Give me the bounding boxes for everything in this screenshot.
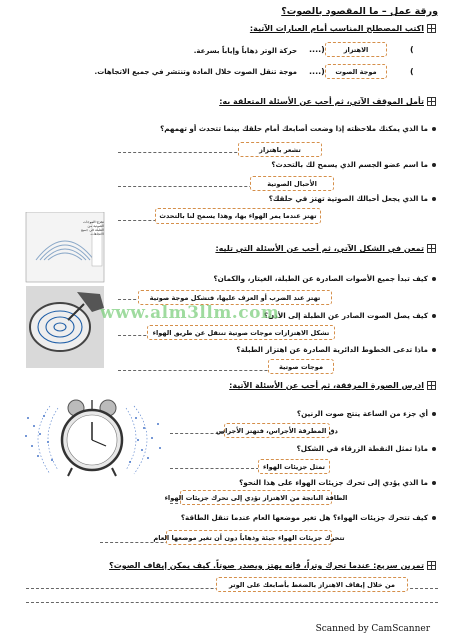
section5-answer: من خلال إيقاف الاهتزاز بالضغط بأصابعك على الوتر xyxy=(216,577,408,592)
section1-heading: اكتب المصطلح المناسب أمام العبارات الآتية: xyxy=(250,24,436,33)
section2-answer-2: الأحبال الصوتية xyxy=(250,176,334,191)
figure-label: تخرج الموجات الصوتية من الطبلة في جميع الاتجاهات xyxy=(81,220,104,236)
section4-answer-1: دق المطرقة الأجراس، فتهتز الأجراس xyxy=(224,423,330,438)
section2-question-1: ما الذي يمكنك ملاحظته إذا وضعت أصابعك أمام حلقك بينما تتحدث أو تهمهم؟ xyxy=(160,124,436,133)
section2-answer-1: تشعر باهتزاز xyxy=(238,142,322,157)
paren-close: ....) xyxy=(309,45,325,54)
section3-question-2: كيف يصل الصوت الصادر عن الطبلة إلى الأذن؟ xyxy=(264,311,436,320)
section-icon xyxy=(427,244,436,253)
section1-answer-2: موجة الصوت xyxy=(325,64,387,79)
bullet-icon xyxy=(432,277,436,281)
bullet-icon xyxy=(432,348,436,352)
bullet-icon xyxy=(432,197,436,201)
section1-statement-2: موجة تنقل الصوت خلال المادة وتنتشر في جميع الاتجاهات. xyxy=(94,68,297,76)
section-icon xyxy=(427,561,436,570)
section4-answer-2: تمثل جزيئات الهواء xyxy=(258,459,330,474)
bullet-icon xyxy=(432,516,436,520)
section3-question-3: ماذا تدعى الخطوط الدائرية الصادرة عن اهتزاز الطبلة؟ xyxy=(236,345,436,354)
section5-heading: تمرين سريع: عندما تحرك وتراً، فإنه يهتز ويصدر صوتاً. كيف يمكن إيقاف الصوت؟ xyxy=(109,561,436,570)
section2-answer-3: تهتز عندما يمر الهواء بها، وهذا يسمح لنا بالتحدث xyxy=(155,208,321,224)
section3-answer-2: تشكل الاهتزازات موجات صوتية تنتقل عن طريق الهواء xyxy=(147,325,335,340)
paren-close: ....) xyxy=(309,67,325,76)
drum-figure xyxy=(22,212,108,372)
section4-answer-3: الطاقة الناتجة من الاهتزاز تؤدي إلى تحرك جزيئات الهواء xyxy=(180,490,332,505)
section1-statement-1: حركة الوتر ذهاباً وإياباً بسرعة. xyxy=(193,47,297,55)
scanner-footer: Scanned by CamScanner xyxy=(315,624,430,634)
section2-question-3: ما الذي يجعل أحبالك الصوتية تهتز في حلقك؟ xyxy=(269,194,436,203)
watermark: www.alm3llm.com xyxy=(100,303,280,323)
section-icon xyxy=(427,24,436,33)
alarm-clock-figure xyxy=(18,398,168,480)
section3-answer-3: موجات صوتية xyxy=(268,359,334,374)
paren-open: ( xyxy=(410,67,414,76)
section3-question-1: كيف تبدأ جميع الأصوات الصادرة عن الطبلة، الغيتار، والكمان؟ xyxy=(213,274,436,283)
section2-heading: تأمل الموقف الآتي، ثم أجب عن الأسئلة المتعلقة به: xyxy=(219,97,436,106)
section3-answer-1: تهتز عند الضرب أو العزف عليها، فتشكل موجة صوتية xyxy=(138,290,332,305)
bullet-icon xyxy=(432,314,436,318)
section4-question-4: كيف تتحرك جزيئات الهواء؟ هل تغير موضعها العام عندما تنقل الطاقة؟ xyxy=(181,513,436,522)
bullet-icon xyxy=(432,481,436,485)
section4-question-3: ما الذي يؤدي إلى تحرك جزيئات الهواء على هذا النحو؟ xyxy=(239,478,436,487)
page-title: ورقة عمل – ما المقصود بالصوت؟ xyxy=(281,6,438,17)
bullet-icon xyxy=(432,412,436,416)
bullet-icon xyxy=(432,127,436,131)
section4-answer-4: تتحرك جزيئات الهواء جيئة وذهاباً دون أن تغير موضعها العام xyxy=(166,530,332,545)
section-icon xyxy=(427,97,436,106)
section4-question-1: أي جزء من الساعة ينتج صوت الرنين؟ xyxy=(297,409,436,418)
section2-question-2: ما اسم عضو الجسم الذي يسمح لك بالتحدث؟ xyxy=(271,160,436,169)
section3-heading: تمعن في الشكل الآتي، ثم أجب عن الأسئلة التي تليه: xyxy=(215,244,436,253)
section-icon xyxy=(427,381,436,390)
section4-heading: ادرس الصورة المرفقة، ثم أجب عن الأسئلة الآتية: xyxy=(229,381,436,390)
section4-question-2: ماذا تمثل النقطة الزرقاء في الشكل؟ xyxy=(297,444,436,453)
section1-answer-1: الاهتزاز xyxy=(325,42,387,57)
bullet-icon xyxy=(432,163,436,167)
paren-open: ( xyxy=(410,45,414,54)
bullet-icon xyxy=(432,447,436,451)
answer-line xyxy=(26,602,438,603)
